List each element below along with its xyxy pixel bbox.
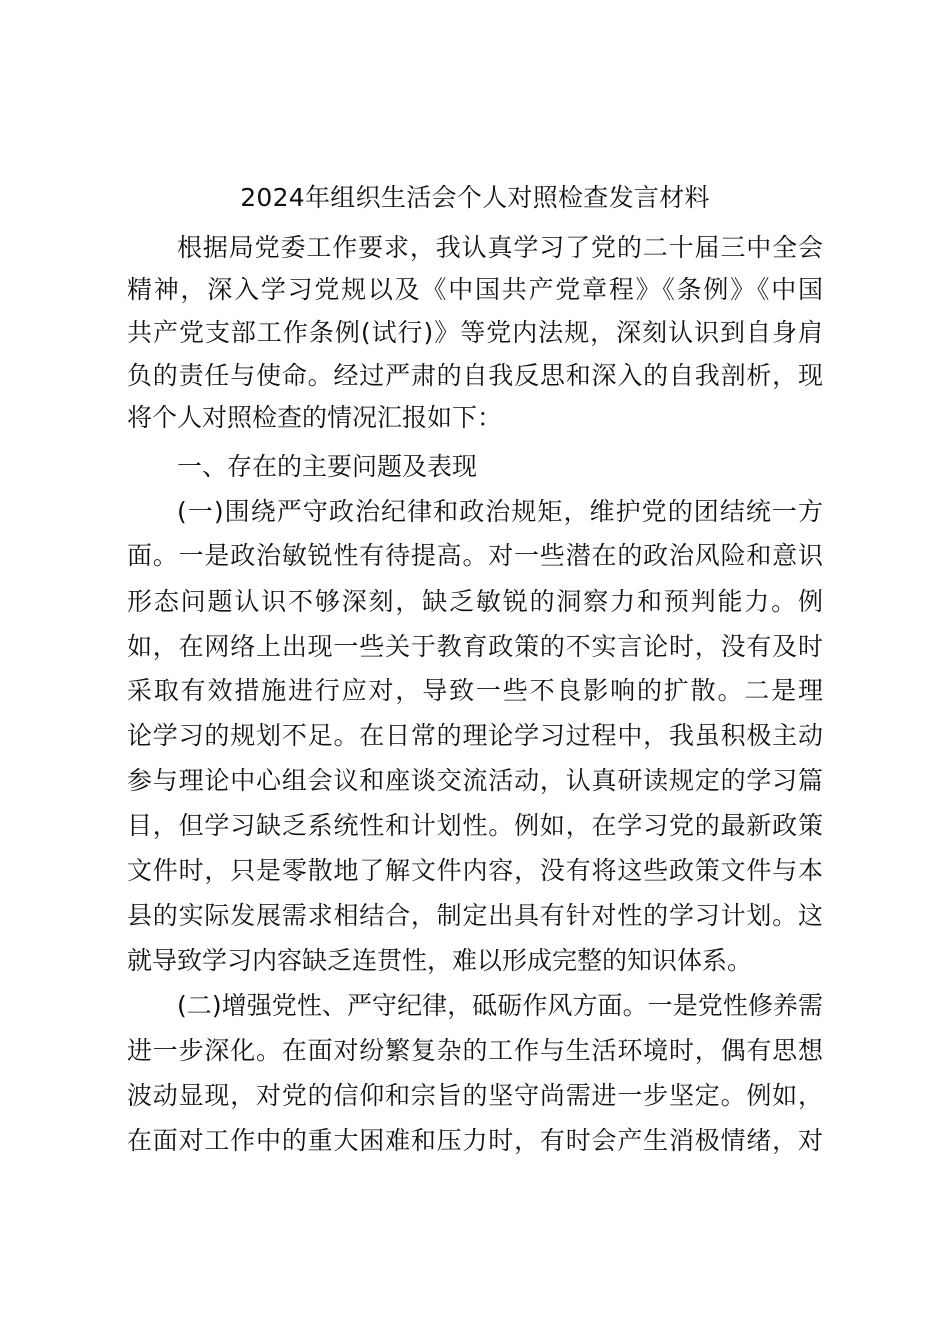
body-line: 在面对工作中的重大困难和压力时，有时会产生消极情绪，对 <box>127 1126 823 1155</box>
body-line: 精神，深入学习党规以及《中国共产党章程》《条例》《中国 <box>127 275 823 304</box>
body-line: 参与理论中心组会议和座谈交流活动，认真研读规定的学习篇 <box>127 766 823 795</box>
body-line: 论学习的规划不足。在日常的理论学习过程中，我虽积极主动 <box>127 721 823 750</box>
body-line: (一)围绕严守政治纪律和政治规矩，维护党的团结统一方 <box>177 497 823 526</box>
section-heading: 一、存在的主要问题及表现 <box>177 452 478 481</box>
body-line: 形态问题认识不够深刻，缺乏敏锐的洞察力和预判能力。例 <box>127 587 823 616</box>
body-line: 如，在网络上出现一些关于教育政策的不实言论时，没有及时 <box>127 632 823 661</box>
body-line: 县的实际发展需求相结合，制定出具有针对性的学习计划。这 <box>127 901 823 930</box>
body-line: 波动显现，对党的信仰和宗旨的坚守尚需进一步坚定。例如， <box>127 1081 823 1110</box>
body-line: 将个人对照检查的情况汇报如下： <box>127 403 503 432</box>
body-line: 目，但学习缺乏系统性和计划性。例如，在学习党的最新政策 <box>127 811 823 840</box>
body-line: 采取有效措施进行应对，导致一些不良影响的扩散。二是理 <box>127 676 823 705</box>
body-line: (二)增强党性、严守纪律，砥砺作风方面。一是党性修养需 <box>177 991 823 1020</box>
body-line: 进一步深化。在面对纷繁复杂的工作与生活环境时，偶有思想 <box>127 1036 823 1065</box>
body-line: 文件时，只是零散地了解文件内容，没有将这些政策文件与本 <box>127 856 823 885</box>
body-line: 负的责任与使命。经过严肃的自我反思和深入的自我剖析，现 <box>127 361 823 390</box>
body-line: 就导致学习内容缺乏连贯性，难以形成完整的知识体系。 <box>127 946 753 975</box>
body-line: 共产党支部工作条例(试行)》等党内法规，深刻认识到自身肩 <box>127 318 823 347</box>
body-line: 根据局党委工作要求，我认真学习了党的二十届三中全会 <box>177 233 823 262</box>
document-title: 2024年组织生活会个人对照检查发言材料 <box>240 183 710 212</box>
body-line: 面。一是政治敏锐性有待提高。对一些潜在的政治风险和意识 <box>127 541 823 570</box>
